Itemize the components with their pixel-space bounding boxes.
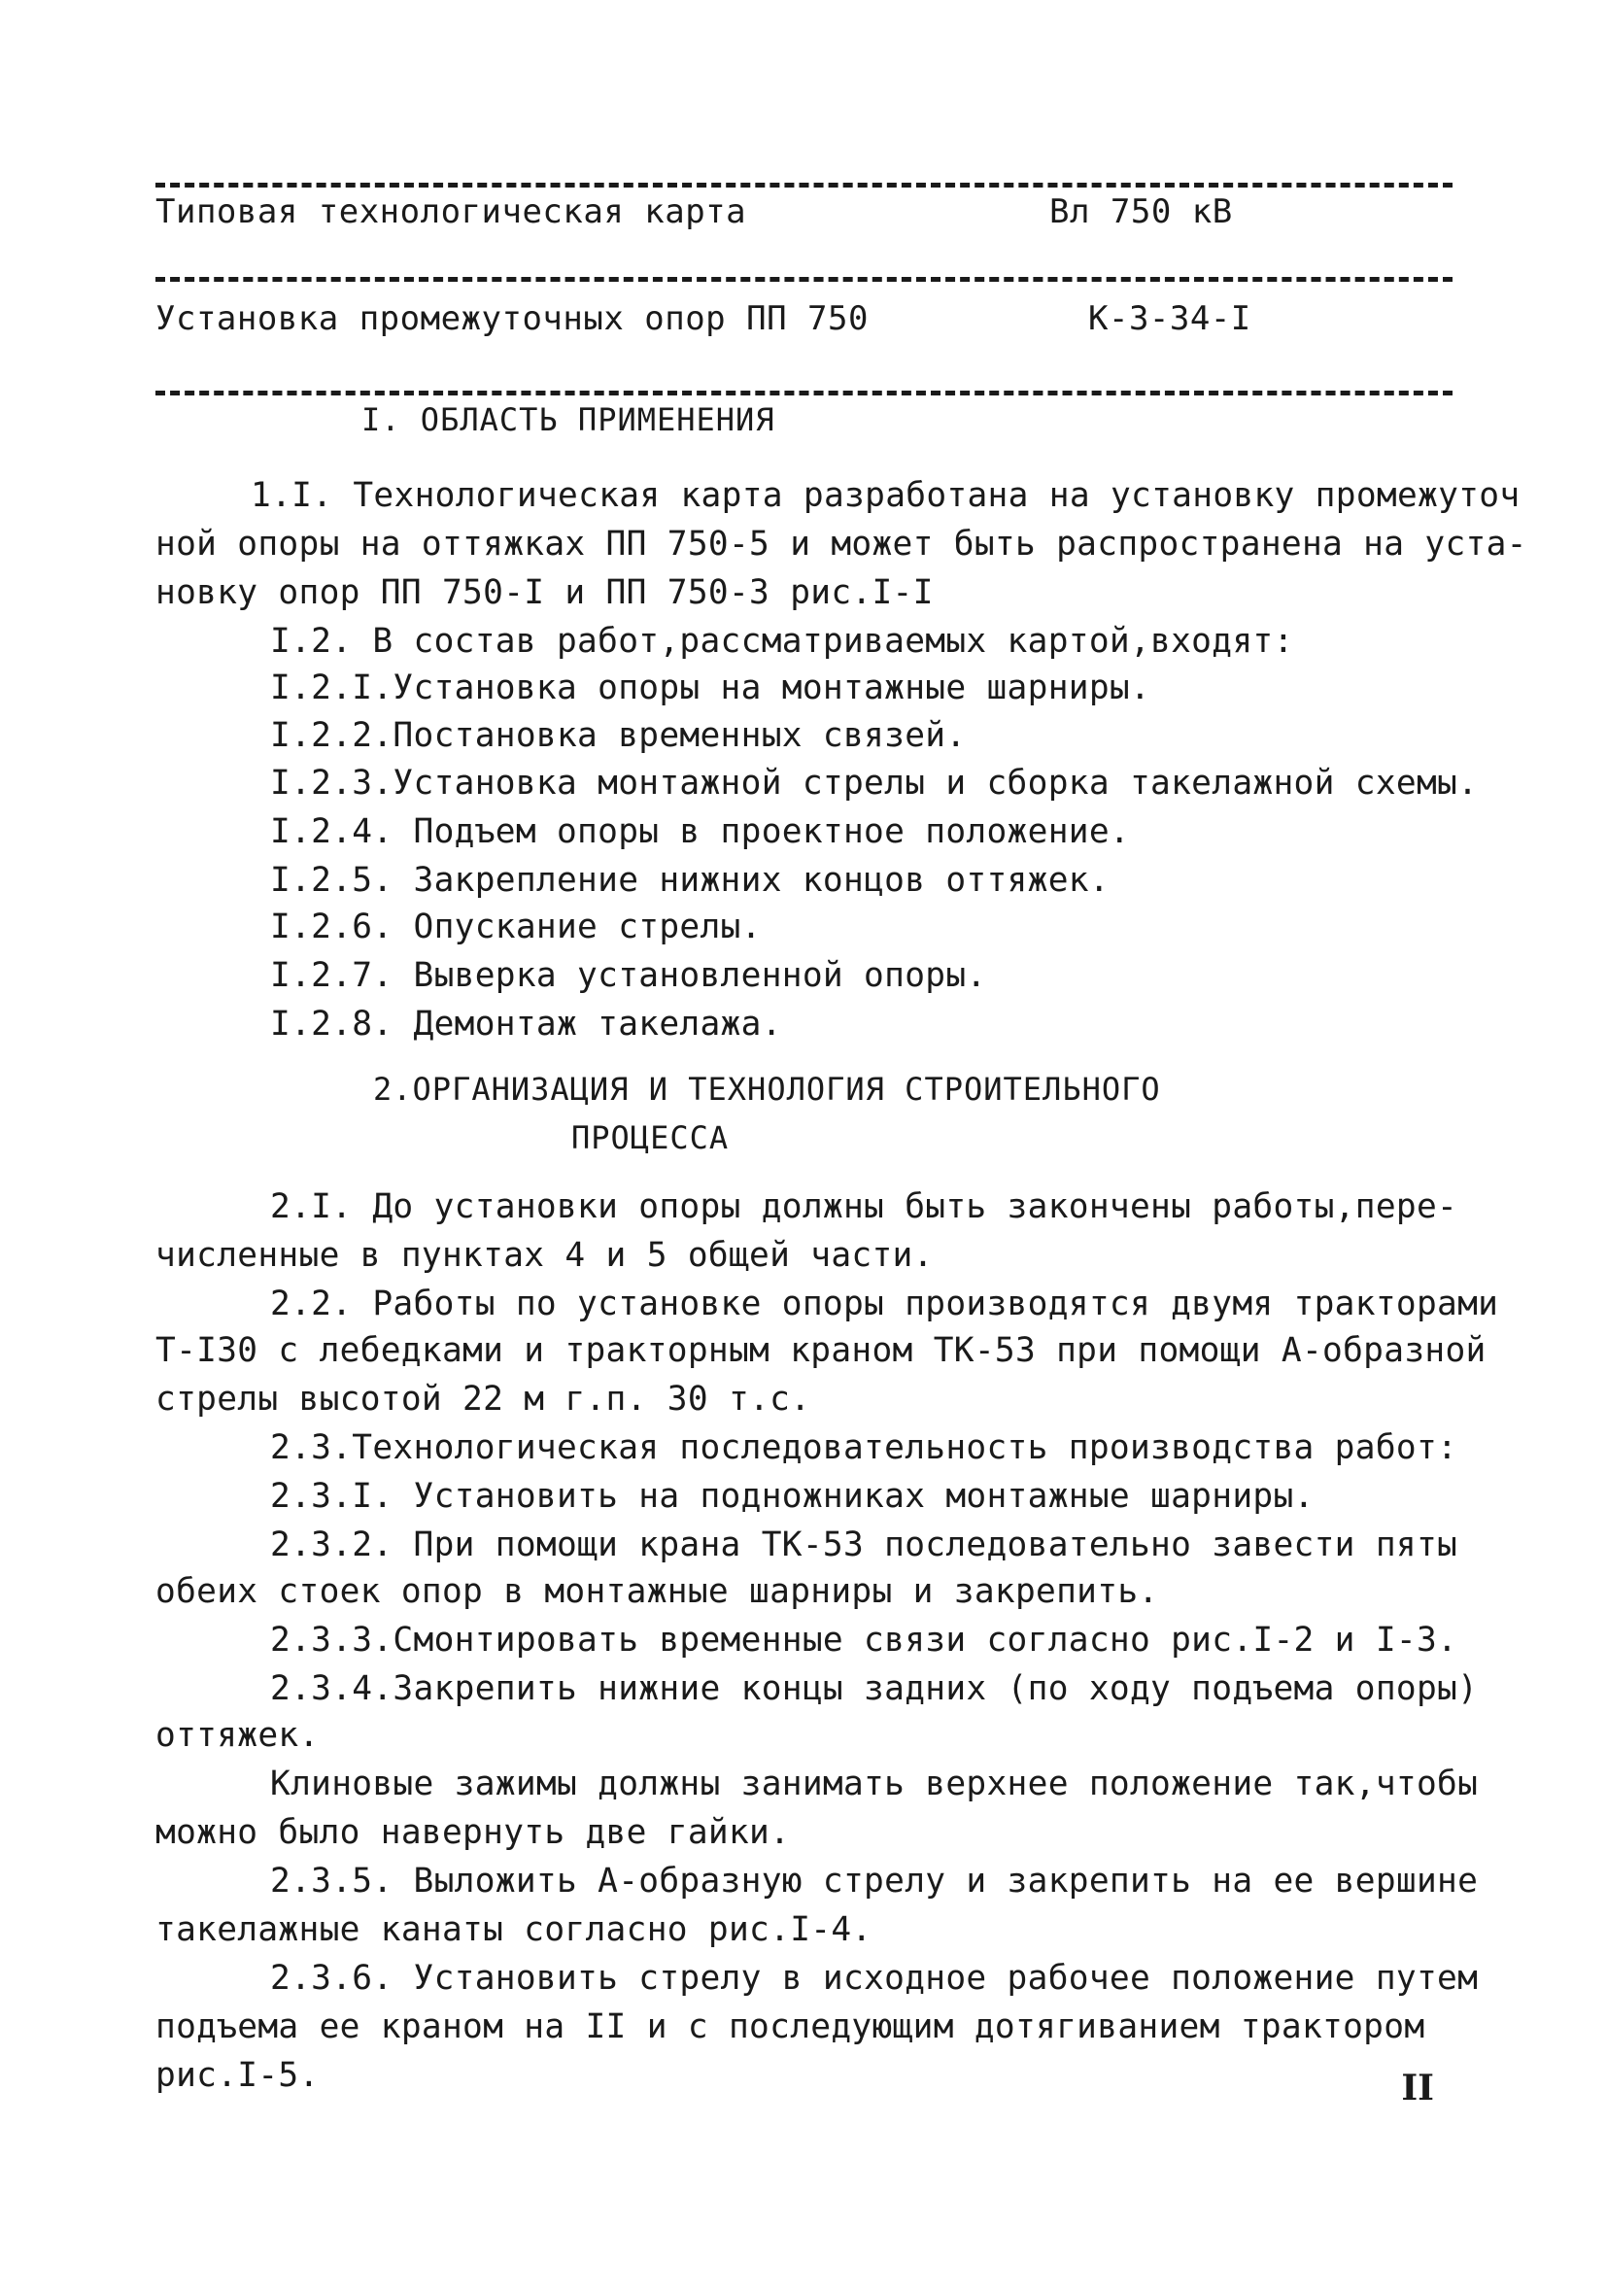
paragraph-line: 2.I. До установки опоры должны быть закончены работы,пере-	[270, 1187, 1458, 1226]
paragraph-line: 2.3.3.Смонтировать временные связи согласно рис.I-2 и I-3.	[270, 1621, 1458, 1660]
dashed-separator	[155, 183, 1453, 188]
list-item: I.2.4. Подъем опоры в проектное положение.	[270, 812, 1130, 851]
list-item: I.2.8. Демонтаж такелажа.	[270, 1005, 782, 1044]
paragraph-line: оттяжек.	[155, 1716, 320, 1755]
paragraph-line: подъема ее краном на II и с последующим дотягиванием трактором	[155, 2007, 1425, 2046]
paragraph-line: стрелы высотой 22 м г.п. 30 т.с.	[155, 1380, 811, 1419]
section-1-heading: I. ОБЛАСТЬ ПРИМЕНЕНИЯ	[361, 401, 775, 438]
paragraph-line: 2.3.2. При помощи крана ТК-53 последовательно завести пяты	[270, 1525, 1458, 1564]
paragraph-line: 2.3.4.Закрепить нижние концы задних (по ходу подъема опоры)	[270, 1669, 1479, 1708]
list-item: I.2.5. Закрепление нижних концов оттяжек.	[270, 861, 1110, 900]
paragraph-line: обеих стоек опор в монтажные шарниры и закрепить.	[155, 1572, 1159, 1611]
paragraph-line: 2.3.6. Установить стрелу в исходное рабочее положение путем	[270, 1959, 1479, 1998]
section-2-heading: 2.ОРГАНИЗАЦИЯ И ТЕХНОЛОГИЯ СТРОИТЕЛЬНОГО	[373, 1071, 1161, 1108]
paragraph-line: численные в пунктах 4 и 5 общей части.	[155, 1236, 934, 1275]
card-code: К-3-34-I	[1088, 299, 1251, 338]
dashed-separator	[155, 277, 1453, 282]
paragraph-line: такелажные канаты согласно рис.I-4.	[155, 1910, 872, 1949]
paragraph-line: можно было навернуть две гайки.	[155, 1813, 791, 1852]
paragraph-line: Клиновые зажимы должны занимать верхнее положение так,чтобы	[270, 1765, 1479, 1803]
paragraph-line: ной опоры на оттяжках ПП 750-5 и может быть распространена на уста-	[155, 525, 1527, 564]
list-item: I.2.3.Установка монтажной стрелы и сборка такелажной схемы.	[270, 764, 1479, 803]
paragraph-line: 2.3.I. Установить на подножниках монтажные шарниры.	[270, 1477, 1315, 1516]
paragraph-line: Т-I30 с лебедками и тракторным краном ТК-53 при помощи А-образной	[155, 1331, 1487, 1370]
line-voltage: Вл 750 кВ	[1049, 192, 1233, 231]
page-number: II	[1401, 2068, 1434, 2108]
paragraph-line: новку опор ПП 750-I и ПП 750-3 рис.I-I	[155, 573, 934, 612]
list-item: I.2.2.Постановка временных связей.	[270, 716, 967, 755]
work-title: Установка промежуточных опор ПП 750	[155, 299, 869, 338]
paragraph-line: 2.3.Технологическая последовательность производства работ:	[270, 1428, 1458, 1467]
paragraph-line: рис.I-5.	[155, 2056, 320, 2095]
list-item: I.2.I.Установка опоры на монтажные шарниры.	[270, 668, 1151, 707]
paragraph-line: 2.3.5. Выложить А-образную стрелу и закрепить на ее вершине	[270, 1862, 1479, 1901]
dashed-separator	[155, 391, 1453, 395]
list-item: I.2.7. Выверка установленной опоры.	[270, 956, 987, 995]
paragraph-line: 1.I. Технологическая карта разработана на установку промежуточ	[251, 476, 1521, 515]
section-2-heading-cont: ПРОЦЕССА	[571, 1119, 730, 1156]
list-item: I.2.6. Опускание стрелы.	[270, 908, 762, 946]
card-type-title: Типовая технологическая карта	[155, 192, 747, 231]
paragraph-line: I.2. В состав работ,рассматриваемых картой,входят:	[270, 622, 1294, 661]
paragraph-line: 2.2. Работы по установке опоры производятся двумя тракторами	[270, 1285, 1499, 1323]
